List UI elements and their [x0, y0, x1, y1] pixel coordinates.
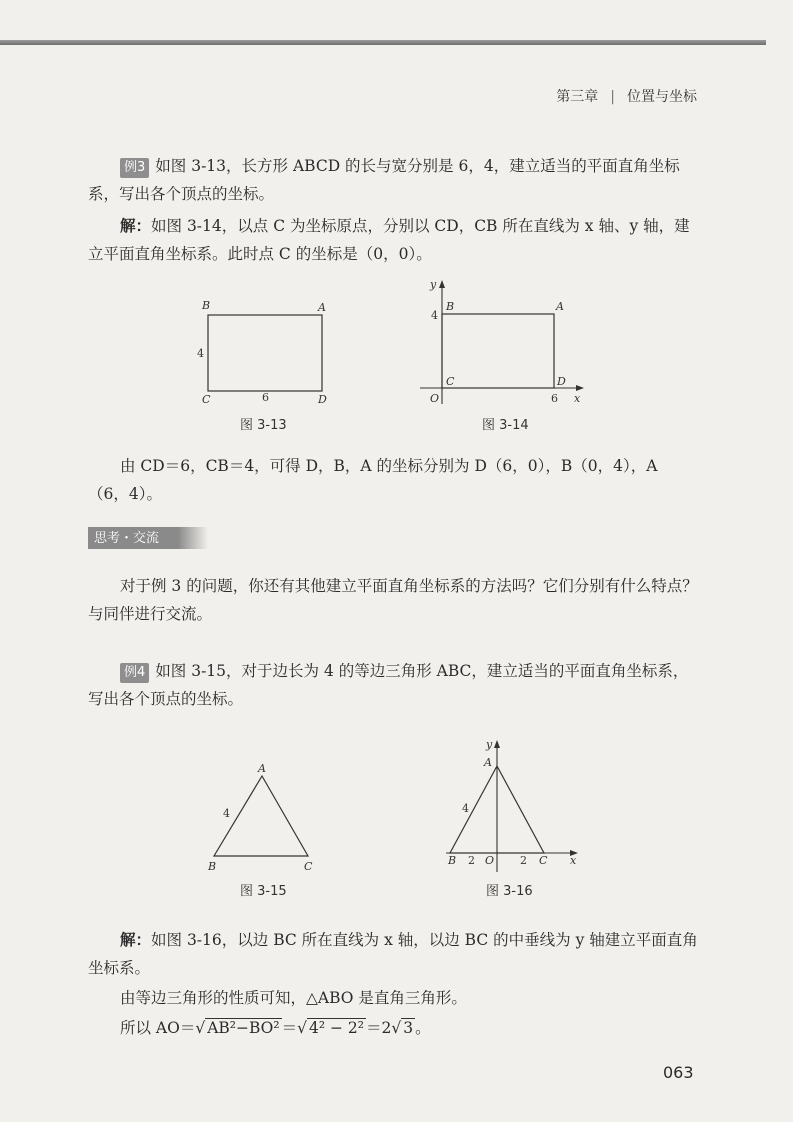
label-x: x	[570, 854, 577, 867]
label-4: 4	[431, 309, 438, 322]
example-4	[88, 657, 698, 713]
solution-3	[88, 212, 698, 268]
label-y: y	[430, 278, 437, 291]
label-x: x	[574, 392, 581, 405]
label-a: A	[318, 301, 326, 314]
label-b: B	[202, 299, 211, 312]
running-header	[556, 86, 697, 106]
example-4-text: 如图 3-15，对于边长为 4 的等边三角形 ABC，建立适当的平面直角坐标系，写出各个顶点的坐标。	[88, 662, 689, 708]
figure-3-14	[412, 276, 592, 408]
result-3: 由 CD＝6，CB＝4，可得 D，B，A 的坐标分别为 D（6，0），B（0，4），A（6，4）。	[88, 457, 658, 503]
top-rule	[0, 40, 766, 45]
label-2-right: 2	[520, 854, 527, 867]
equals-1: ＝	[281, 1019, 298, 1037]
label-a: A	[556, 300, 564, 313]
caption-3-13: 图 3-13	[240, 418, 287, 433]
line-3-end: 。	[415, 1019, 431, 1037]
solution-3-label: 解：	[120, 216, 152, 235]
caption-3-14: 图 3-14	[482, 418, 529, 433]
label-a: A	[258, 762, 266, 775]
label-c: C	[446, 375, 455, 388]
line-3: 所以 AO＝√ AB²−BO² ＝√ 4² − 2² ＝2√ 3 。	[120, 1019, 431, 1037]
figure-3-15	[200, 760, 330, 876]
radicand-1: AB²−BO²	[207, 1019, 280, 1037]
caption-3-15: 图 3-15	[240, 884, 287, 899]
label-d: D	[318, 393, 327, 406]
label-2-left: 2	[468, 854, 475, 867]
example-3-tag: 例3	[120, 158, 149, 178]
chapter-label: 第三章	[556, 89, 599, 105]
label-b: B	[446, 300, 455, 313]
caption-3-16: 图 3-16	[486, 884, 533, 899]
label-6: 6	[551, 392, 558, 405]
example-3-text: 如图 3-13，长方形 ABCD 的长与宽分别是 6，4，建立适当的平面直角坐标系，写出各个顶点的坐标。	[88, 157, 680, 203]
rectangle-abcd	[208, 315, 322, 391]
equals-2: ＝2	[366, 1019, 392, 1037]
label-c: C	[539, 854, 548, 867]
label-y: y	[486, 738, 493, 751]
label-side: 4	[223, 807, 230, 820]
solution-4	[88, 926, 698, 982]
example-3	[88, 152, 698, 208]
think-text: 对于例 3 的问题，你还有其他建立平面直角坐标系的方法吗？它们分别有什么特点？与同伴进行交流。	[88, 577, 698, 623]
rectangle-abcd-axes	[442, 314, 554, 388]
example-4-tag: 例4	[120, 663, 149, 683]
label-side: 4	[462, 802, 469, 815]
label-c: C	[202, 393, 211, 406]
label-d: D	[557, 375, 566, 388]
label-height: 4	[197, 347, 204, 360]
radicand-3: 3	[403, 1019, 414, 1037]
radicand-2: 4² − 2²	[309, 1019, 365, 1037]
think-exchange-banner	[88, 527, 208, 549]
chapter-title: 位置与坐标	[627, 89, 697, 105]
label-b: B	[208, 860, 217, 873]
solution-3-text: 如图 3-14，以点 C 为坐标原点，分别以 CD，CB 所在直线为 x 轴、y 轴，建立平面直角坐标系。此时点 C 的坐标是（0，0）。	[88, 217, 690, 263]
line-2: 由等边三角形的性质可知，△ABO 是直角三角形。	[120, 989, 467, 1007]
line-3-prefix: 所以 AO＝	[120, 1019, 196, 1037]
label-o: O	[485, 854, 495, 867]
solution-4-text: 如图 3-16，以边 BC 所在直线为 x 轴，以边 BC 的中垂线为 y 轴建立平面直角坐标系。	[88, 931, 698, 977]
label-o: O	[430, 392, 440, 405]
page-number: 063	[663, 1063, 694, 1082]
label-c: C	[304, 860, 313, 873]
header-separator: |	[610, 89, 615, 105]
label-width: 6	[262, 391, 269, 404]
label-b: B	[448, 854, 457, 867]
figure-3-13	[190, 295, 340, 407]
solution-4-label: 解：	[120, 930, 152, 949]
label-a: A	[484, 756, 492, 769]
think-exchange-label: 思考・交流	[94, 531, 160, 546]
figure-3-16	[440, 736, 590, 876]
